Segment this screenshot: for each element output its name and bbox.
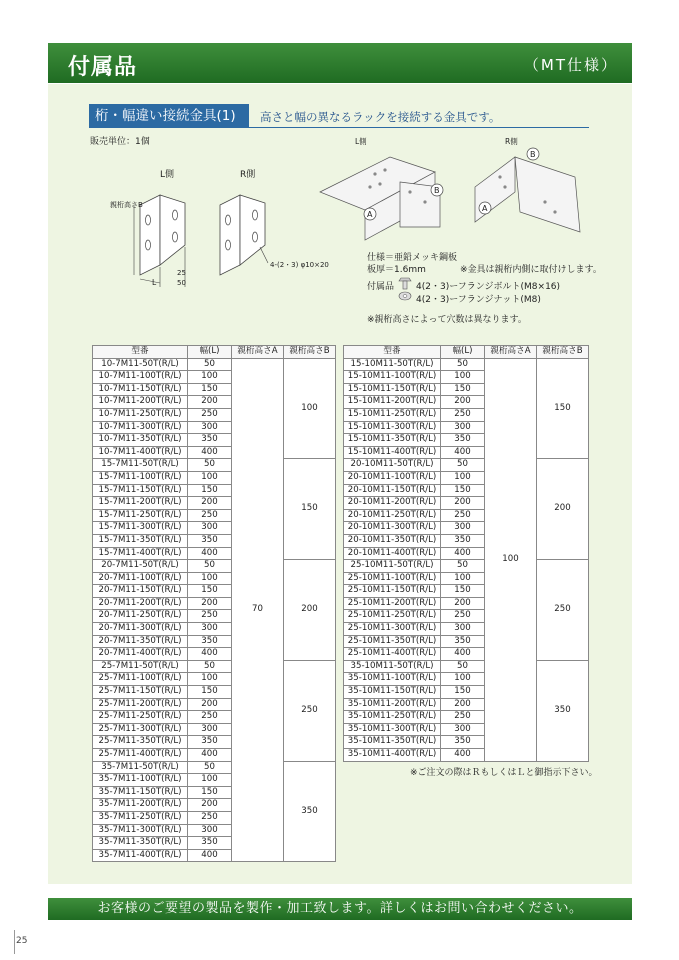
sales-unit: 販売単位：1個 (90, 137, 150, 147)
width-cell: 300 (441, 623, 485, 636)
model-cell: 15-10M11-300T(R/L) (344, 421, 441, 434)
width-cell: 300 (441, 421, 485, 434)
nut-icon (398, 290, 412, 302)
width-cell: 200 (188, 396, 232, 409)
model-cell: 10-7M11-300T(R/L) (93, 421, 188, 434)
width-cell: 350 (188, 837, 232, 850)
model-cell: 15-7M11-100T(R/L) (93, 471, 188, 484)
height-b-cell: 250 (537, 560, 589, 661)
model-cell: 35-10M11-100T(R/L) (344, 673, 441, 686)
section-title: 桁・幅違い接続金具(1) (89, 104, 249, 128)
model-cell: 10-7M11-100T(R/L) (93, 371, 188, 384)
model-cell: 15-10M11-350T(R/L) (344, 434, 441, 447)
width-cell: 350 (188, 434, 232, 447)
model-cell: 35-10M11-50T(R/L) (344, 660, 441, 673)
width-cell: 50 (188, 459, 232, 472)
table-row (344, 560, 589, 573)
width-cell: 150 (441, 585, 485, 598)
table-row (344, 358, 589, 371)
section-rule (89, 127, 589, 128)
width-cell: 400 (441, 547, 485, 560)
width-cell: 400 (188, 648, 232, 661)
width-cell: 50 (441, 660, 485, 673)
model-cell: 20-7M11-200T(R/L) (93, 597, 188, 610)
col-height-b: 親桁高さB (537, 346, 589, 359)
model-cell: 25-10M11-250T(R/L) (344, 610, 441, 623)
width-cell: 400 (188, 749, 232, 762)
spec-label: （MT仕様） (523, 56, 618, 74)
spec-material: 仕様＝亜鉛メッキ鋼板 (367, 253, 458, 263)
width-cell: 400 (188, 446, 232, 459)
model-cell: 15-7M11-50T(R/L) (93, 459, 188, 472)
model-cell: 10-7M11-150T(R/L) (93, 383, 188, 396)
model-cell: 20-10M11-200T(R/L) (344, 497, 441, 510)
model-cell: 25-10M11-400T(R/L) (344, 648, 441, 661)
dim-50: 50 (177, 279, 186, 287)
model-cell: 10-7M11-350T(R/L) (93, 434, 188, 447)
width-cell: 250 (441, 408, 485, 421)
width-cell: 100 (441, 572, 485, 585)
model-cell: 35-10M11-350T(R/L) (344, 736, 441, 749)
nut-spec: 4(2・3)ーフランジナット(M8) (416, 295, 541, 305)
bolt-icon (398, 276, 412, 290)
model-cell: 20-7M11-350T(R/L) (93, 635, 188, 648)
width-cell: 200 (188, 497, 232, 510)
height-b-cell: 350 (284, 761, 336, 862)
width-cell: 200 (441, 698, 485, 711)
page-divider (14, 930, 15, 954)
footer-banner: お客様のご要望の製品を製作・加工致します。詳しくはお問い合わせください。 (48, 898, 632, 920)
spec-mount-note: ※金具は親桁内側に取付けします。 (460, 265, 602, 275)
col-width: 幅(L) (188, 346, 232, 359)
width-cell: 150 (441, 383, 485, 396)
width-cell: 300 (188, 421, 232, 434)
model-cell: 20-10M11-250T(R/L) (344, 509, 441, 522)
model-cell: 15-10M11-250T(R/L) (344, 408, 441, 421)
model-cell: 10-7M11-400T(R/L) (93, 446, 188, 459)
width-cell: 350 (441, 736, 485, 749)
model-cell: 35-7M11-100T(R/L) (93, 774, 188, 787)
width-cell: 50 (441, 459, 485, 472)
width-cell: 350 (441, 434, 485, 447)
spec-thickness: 板厚＝1.6mm (367, 265, 426, 275)
height-a-cell: 70 (232, 358, 284, 862)
drawing-label-r: R側 (240, 170, 256, 180)
model-cell: 35-10M11-400T(R/L) (344, 749, 441, 762)
drawing-side-label: 親桁高さB (110, 201, 143, 209)
table-row (93, 560, 336, 573)
model-cell: 20-10M11-100T(R/L) (344, 471, 441, 484)
model-cell: 35-7M11-50T(R/L) (93, 761, 188, 774)
model-cell: 35-7M11-350T(R/L) (93, 837, 188, 850)
model-cell: 10-7M11-50T(R/L) (93, 358, 188, 371)
width-cell: 250 (441, 509, 485, 522)
model-cell: 15-7M11-150T(R/L) (93, 484, 188, 497)
width-cell: 100 (441, 673, 485, 686)
mark-b-left: B (434, 186, 440, 195)
page-title: 付属品 (68, 55, 138, 80)
section-description: 高さと幅の異なるラックを接続する金具です。 (260, 110, 501, 124)
model-cell: 10-7M11-200T(R/L) (93, 396, 188, 409)
col-height-a: 親桁高さA (232, 346, 284, 359)
table-row (93, 660, 336, 673)
width-cell: 100 (188, 774, 232, 787)
width-cell: 100 (188, 371, 232, 384)
width-cell: 400 (441, 648, 485, 661)
width-cell: 300 (188, 522, 232, 535)
width-cell: 200 (441, 497, 485, 510)
model-cell: 20-7M11-50T(R/L) (93, 560, 188, 573)
col-model: 型番 (344, 346, 441, 359)
height-b-cell: 100 (284, 358, 336, 459)
model-cell: 15-7M11-250T(R/L) (93, 509, 188, 522)
height-b-cell: 250 (284, 660, 336, 761)
model-cell: 35-7M11-400T(R/L) (93, 849, 188, 862)
model-cell: 25-7M11-100T(R/L) (93, 673, 188, 686)
mark-a-right: A (482, 204, 488, 213)
width-cell: 150 (188, 484, 232, 497)
model-cell: 20-7M11-150T(R/L) (93, 585, 188, 598)
width-cell: 200 (441, 597, 485, 610)
width-cell: 150 (188, 383, 232, 396)
perspective-drawing (315, 132, 595, 247)
model-cell: 15-7M11-300T(R/L) (93, 522, 188, 535)
model-cell: 35-10M11-250T(R/L) (344, 711, 441, 724)
height-b-cell: 200 (284, 560, 336, 661)
model-cell: 25-10M11-350T(R/L) (344, 635, 441, 648)
page-header (48, 43, 632, 83)
width-cell: 350 (188, 635, 232, 648)
width-cell: 300 (441, 723, 485, 736)
model-cell: 25-7M11-400T(R/L) (93, 749, 188, 762)
width-cell: 150 (188, 786, 232, 799)
model-cell: 20-10M11-50T(R/L) (344, 459, 441, 472)
width-cell: 50 (188, 660, 232, 673)
model-cell: 20-10M11-150T(R/L) (344, 484, 441, 497)
perspective-label-l: L側 (355, 137, 367, 146)
width-cell: 200 (188, 597, 232, 610)
table-row (93, 459, 336, 472)
model-cell: 25-7M11-200T(R/L) (93, 698, 188, 711)
model-cell: 20-10M11-350T(R/L) (344, 534, 441, 547)
width-cell: 150 (441, 484, 485, 497)
order-note: ※ご注文の際はＲもしくはＬと御指示下さい。 (410, 768, 598, 778)
table-row (344, 459, 589, 472)
height-b-cell: 150 (284, 459, 336, 560)
width-cell: 250 (188, 711, 232, 724)
model-cell: 15-10M11-150T(R/L) (344, 383, 441, 396)
width-cell: 200 (188, 698, 232, 711)
height-b-cell: 200 (537, 459, 589, 560)
width-cell: 400 (441, 446, 485, 459)
width-cell: 150 (188, 585, 232, 598)
model-cell: 20-10M11-400T(R/L) (344, 547, 441, 560)
model-cell: 15-7M11-200T(R/L) (93, 497, 188, 510)
model-cell: 25-7M11-300T(R/L) (93, 723, 188, 736)
width-cell: 300 (441, 522, 485, 535)
width-cell: 250 (188, 610, 232, 623)
accessory-label: 付属品 (367, 282, 395, 292)
model-cell: 25-7M11-350T(R/L) (93, 736, 188, 749)
width-cell: 100 (188, 572, 232, 585)
width-cell: 150 (441, 686, 485, 699)
page-number: 25 (16, 936, 28, 946)
spec-table-left (92, 345, 336, 862)
model-cell: 35-7M11-300T(R/L) (93, 824, 188, 837)
model-cell: 15-10M11-50T(R/L) (344, 358, 441, 371)
model-cell: 15-10M11-200T(R/L) (344, 396, 441, 409)
width-cell: 350 (441, 534, 485, 547)
width-cell: 400 (188, 849, 232, 862)
model-cell: 35-7M11-200T(R/L) (93, 799, 188, 812)
width-cell: 100 (441, 471, 485, 484)
model-cell: 20-10M11-300T(R/L) (344, 522, 441, 535)
width-cell: 300 (188, 623, 232, 636)
height-b-cell: 150 (537, 358, 589, 459)
width-cell: 400 (441, 749, 485, 762)
model-cell: 25-7M11-250T(R/L) (93, 711, 188, 724)
mark-a-left: A (367, 210, 373, 219)
width-cell: 50 (188, 358, 232, 371)
col-width: 幅(L) (441, 346, 485, 359)
model-cell: 10-7M11-250T(R/L) (93, 408, 188, 421)
width-cell: 350 (188, 534, 232, 547)
model-cell: 35-7M11-250T(R/L) (93, 811, 188, 824)
width-cell: 50 (441, 560, 485, 573)
col-height-b: 親桁高さB (284, 346, 336, 359)
col-height-a: 親桁高さA (485, 346, 537, 359)
width-cell: 100 (441, 371, 485, 384)
col-model: 型番 (93, 346, 188, 359)
dim-25: 25 (177, 269, 186, 277)
width-cell: 200 (441, 396, 485, 409)
width-cell: 50 (188, 560, 232, 573)
width-cell: 150 (188, 686, 232, 699)
width-cell: 250 (188, 509, 232, 522)
table-row (93, 358, 336, 371)
model-cell: 25-10M11-50T(R/L) (344, 560, 441, 573)
width-cell: 250 (441, 711, 485, 724)
width-cell: 250 (188, 811, 232, 824)
width-cell: 100 (188, 471, 232, 484)
model-cell: 25-10M11-300T(R/L) (344, 623, 441, 636)
drawing-label-l: L側 (160, 170, 175, 180)
model-cell: 15-10M11-100T(R/L) (344, 371, 441, 384)
width-cell: 250 (441, 610, 485, 623)
spec-table-right (343, 345, 589, 762)
model-cell: 35-10M11-300T(R/L) (344, 723, 441, 736)
width-cell: 50 (441, 358, 485, 371)
width-cell: 250 (188, 408, 232, 421)
model-cell: 20-7M11-400T(R/L) (93, 648, 188, 661)
model-cell: 15-7M11-400T(R/L) (93, 547, 188, 560)
model-cell: 20-7M11-100T(R/L) (93, 572, 188, 585)
model-cell: 25-10M11-200T(R/L) (344, 597, 441, 610)
height-b-cell: 350 (537, 660, 589, 761)
model-cell: 25-10M11-150T(R/L) (344, 585, 441, 598)
height-a-cell: 100 (485, 358, 537, 761)
bolt-spec: 4(2・3)ーフランジボルト(M8×16) (416, 282, 561, 292)
width-cell: 200 (188, 799, 232, 812)
width-cell: 300 (188, 723, 232, 736)
bracket-drawing (100, 165, 340, 290)
mark-b-right: B (530, 150, 536, 159)
model-cell: 35-10M11-150T(R/L) (344, 686, 441, 699)
width-cell: 50 (188, 761, 232, 774)
holes-note: ※親桁高さによって穴数は異なります。 (367, 315, 527, 325)
width-cell: 300 (188, 824, 232, 837)
width-cell: 350 (441, 635, 485, 648)
width-cell: 350 (188, 736, 232, 749)
model-cell: 35-7M11-150T(R/L) (93, 786, 188, 799)
table-row (93, 761, 336, 774)
hole-spec: 4-(2・3) φ10×20 (270, 261, 329, 269)
model-cell: 25-10M11-100T(R/L) (344, 572, 441, 585)
dim-l: L (152, 278, 157, 287)
table-row (344, 660, 589, 673)
model-cell: 35-10M11-200T(R/L) (344, 698, 441, 711)
model-cell: 25-7M11-50T(R/L) (93, 660, 188, 673)
perspective-label-r: R側 (505, 137, 518, 146)
width-cell: 400 (188, 547, 232, 560)
model-cell: 15-7M11-350T(R/L) (93, 534, 188, 547)
model-cell: 25-7M11-150T(R/L) (93, 686, 188, 699)
model-cell: 20-7M11-300T(R/L) (93, 623, 188, 636)
width-cell: 100 (188, 673, 232, 686)
model-cell: 15-10M11-400T(R/L) (344, 446, 441, 459)
model-cell: 20-7M11-250T(R/L) (93, 610, 188, 623)
